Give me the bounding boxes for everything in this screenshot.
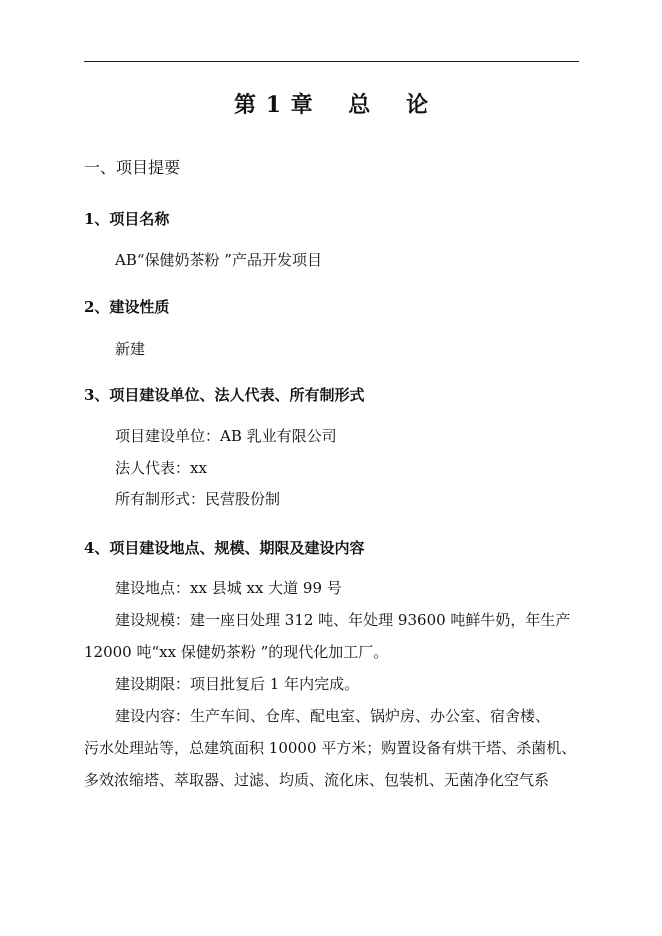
item-line: 建设地点：xx 县城 xx 大道 99 号 <box>115 579 342 597</box>
item-line: 所有制形式：民营股份制 <box>115 490 281 508</box>
item-line: AB“保健奶茶粉 ”产品开发项目 <box>115 251 322 269</box>
item-heading: 4、项目建设地点、规模、期限及建设内容 <box>84 539 365 557</box>
item-heading: 3、项目建设单位、法人代表、所有制形式 <box>84 386 365 404</box>
item-line: 多效浓缩塔、萃取器、过滤、均质、流化床、包装机、无菌净化空气系 <box>84 771 550 789</box>
item-line: 建设内容：生产车间、仓库、配电室、锅炉房、办公室、宿舍楼、 <box>115 707 551 725</box>
item-line: 项目建设单位：AB 乳业有限公司 <box>115 427 337 445</box>
chapter-title: 第 1 章 总 论 <box>234 92 429 118</box>
item-line: 新建 <box>115 340 146 358</box>
item-line: 法人代表：xx <box>115 459 207 477</box>
item-line: 污水处理站等，总建筑面积 10000 平方米；购置设备有烘干塔、杀菌机、 <box>84 739 577 757</box>
item-line: 建设规模：建一座日处理 312 吨、年处理 93600 吨鲜牛奶，年生产 <box>115 611 571 629</box>
item-line: 建设期限：项目批复后 1 年内完成。 <box>115 675 360 693</box>
item-line: 12000 吨“xx 保健奶茶粉 ”的现代化加工厂。 <box>84 643 389 661</box>
header-rule <box>84 61 579 62</box>
item-heading: 1、项目名称 <box>84 210 170 228</box>
section-title: 一、项目提要 <box>84 158 181 177</box>
item-heading: 2、建设性质 <box>84 298 170 316</box>
